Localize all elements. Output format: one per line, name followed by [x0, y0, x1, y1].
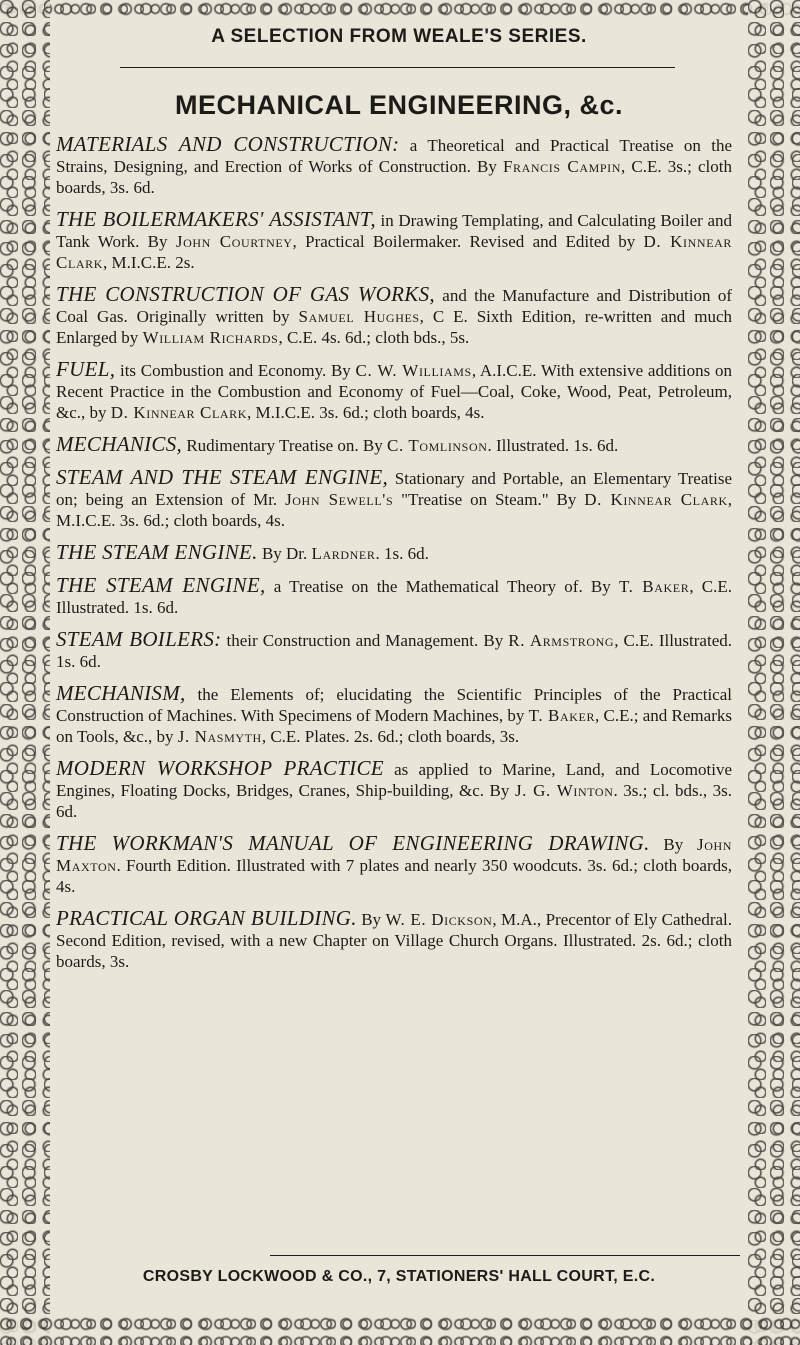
book-title: MODERN WORKSHOP PRACTICE [56, 756, 384, 780]
book-author: D. Kinnear Clark [56, 232, 732, 272]
book-author: C. Tomlinson [387, 436, 488, 455]
book-author: R. Armstrong [508, 631, 615, 650]
book-entry [56, 758, 732, 822]
entry-text: "Treatise on Steam." By [393, 490, 585, 509]
entry-text: By Dr. [257, 544, 312, 563]
entry-text: and the Manufacture and Distribution of Coal Gas. Originally written by [56, 286, 732, 326]
book-entry [56, 434, 732, 456]
entry-text: a Treatise on the Mathematical Theory of. By [265, 577, 619, 596]
book-title: MATERIALS AND CONSTRUCTION: [56, 132, 400, 156]
book-author: J. G. Winton [514, 781, 614, 800]
book-entry [56, 284, 732, 348]
entry-text: . Illustrated. 1s. 6d. [487, 436, 619, 455]
book-author: C. W. Williams [355, 361, 472, 380]
book-author: T. Baker [618, 577, 690, 596]
book-entry [56, 209, 732, 273]
ornamental-border-bottom [0, 1315, 800, 1345]
entry-text: , M.I.C.E. 3s. 6d.; cloth boards, 4s. [56, 490, 732, 530]
entry-text: , C.E. 3s.; cloth boards, 3s. 6d. [56, 157, 732, 197]
book-entry [56, 542, 732, 564]
book-author: Samuel Hughes [298, 307, 420, 326]
entry-text: , Practical Boilermaker. Revised and Edited by [292, 232, 644, 251]
book-author: J. Nasmyth [177, 727, 262, 746]
entry-text: Rudimentary Treatise on. By [182, 436, 388, 455]
book-title: STEAM BOILERS: [56, 627, 222, 651]
entry-text: , C.E. 4s. 6d.; cloth bds., 5s. [278, 328, 470, 347]
book-title: THE WORKMAN'S MANUAL OF ENGINEERING DRAWING. [56, 831, 650, 855]
entry-text: , M.I.C.E. 3s. 6d.; cloth boards, 4s. [247, 403, 485, 422]
book-entry [56, 683, 732, 747]
book-title: MECHANICS, [56, 432, 183, 456]
book-title: THE CONSTRUCTION OF GAS WORKS, [56, 282, 435, 306]
entry-text: Stationary and Portable, an Elementary Treatise on; being an Extension of Mr. [56, 469, 732, 509]
ornamental-border-right [748, 0, 800, 1345]
book-title: THE STEAM ENGINE, [56, 573, 266, 597]
header-title: A SELECTION FROM WEALE'S SERIES. [211, 26, 587, 47]
book-title: STEAM AND THE STEAM ENGINE, [56, 465, 389, 489]
book-author: Francis Campin [502, 157, 621, 176]
entry-text: , M.I.C.E. 2s. [103, 253, 195, 272]
ornamental-border-left [0, 0, 50, 1345]
entry-text: . 3s.; cl. bds., 3s. 6d. [56, 781, 732, 821]
entry-text: , C.E.; and Remarks on Tools, &c., by [56, 706, 732, 746]
entry-text: By [649, 835, 697, 854]
book-title: MECHANISM, [56, 681, 186, 705]
entry-text: , C E. Sixth Edition, re-written and much Enlarged by [56, 307, 733, 347]
book-author: Lardner [311, 544, 376, 563]
entry-text: , C.E. Illustrated. 1s. 6d. [56, 631, 732, 671]
entry-text: , M.A., Precentor of Ely Cathedral. Second Edition, revised, with a new Chapter on Village Church Organs. Illustrated. 2s. 6d.; cloth boards, 3s. [56, 910, 732, 971]
book-author: John Maxton [56, 835, 732, 875]
book-author: T. Baker [528, 706, 596, 725]
entry-text: By [356, 910, 386, 929]
book-title: THE BOILERMAKERS' ASSISTANT, [56, 207, 376, 231]
entry-text: . 1s. 6d. [375, 544, 429, 563]
book-author: D. Kinnear Clark [584, 490, 728, 509]
book-title: THE STEAM ENGINE. [56, 540, 258, 564]
footer-rule [270, 1255, 740, 1256]
entry-text: , C.E. Plates. 2s. 6d.; cloth boards, 3s. [261, 727, 520, 746]
book-author: William Richards [142, 328, 279, 347]
book-author: D. Kinnear Clark [110, 403, 248, 422]
entry-text: their Construction and Management. By [221, 631, 509, 650]
entry-text: as applied to Marine, Land, and Locomotive Engines, Floating Docks, Bridges, Cranes, Ship-building, &c. By [56, 760, 732, 800]
entry-text: . Fourth Edition. Illustrated with 7 plates and nearly 350 woodcuts. 3s. 6d.; cloth boards, 4s. [56, 856, 732, 896]
book-title: PRACTICAL ORGAN BUILDING. [56, 906, 357, 930]
entry-text: a Theoretical and Practical Treatise on the Strains, Designing, and Erection of Works of Construction. By [56, 136, 732, 176]
book-author: John Sewell's [285, 490, 394, 509]
book-entry [56, 908, 732, 972]
book-author: John Courtney [175, 232, 293, 251]
book-author: W. E. Dickson [385, 910, 493, 929]
header-rule [120, 67, 675, 68]
book-entry [56, 833, 732, 897]
section-title: MECHANICAL ENGINEERING, &c. [174, 90, 624, 120]
entry-text: , C.E. Illustrated. 1s. 6d. [56, 577, 732, 617]
book-title: FUEL, [56, 357, 116, 381]
ornamental-border-top [0, 0, 800, 18]
publisher-footer: CROSBY LOCKWOOD & CO., 7, STATIONERS' HALL COURT, E.C. [142, 1268, 656, 1285]
book-entry [56, 359, 732, 423]
entry-text: the Elements of; elucidating the Scientific Principles of the Practical Construction of Machines. With Specimens of Modern Machines, by [56, 685, 732, 725]
book-entry [56, 575, 732, 618]
entry-text: , A.I.C.E. With extensive additions on Recent Practice in the Combustion and Economy of Fuel—Coal, Coke, Wood, Peat, Petroleum, &c., by [56, 361, 732, 422]
book-entry [56, 629, 732, 672]
entry-text: in Drawing Templating, and Calculating Boiler and Tank Work. By [56, 211, 732, 251]
book-list [56, 134, 732, 983]
page-header [50, 26, 748, 48]
book-entry [56, 467, 732, 531]
entry-text: its Combustion and Economy. By [115, 361, 356, 380]
book-entry [56, 134, 732, 198]
